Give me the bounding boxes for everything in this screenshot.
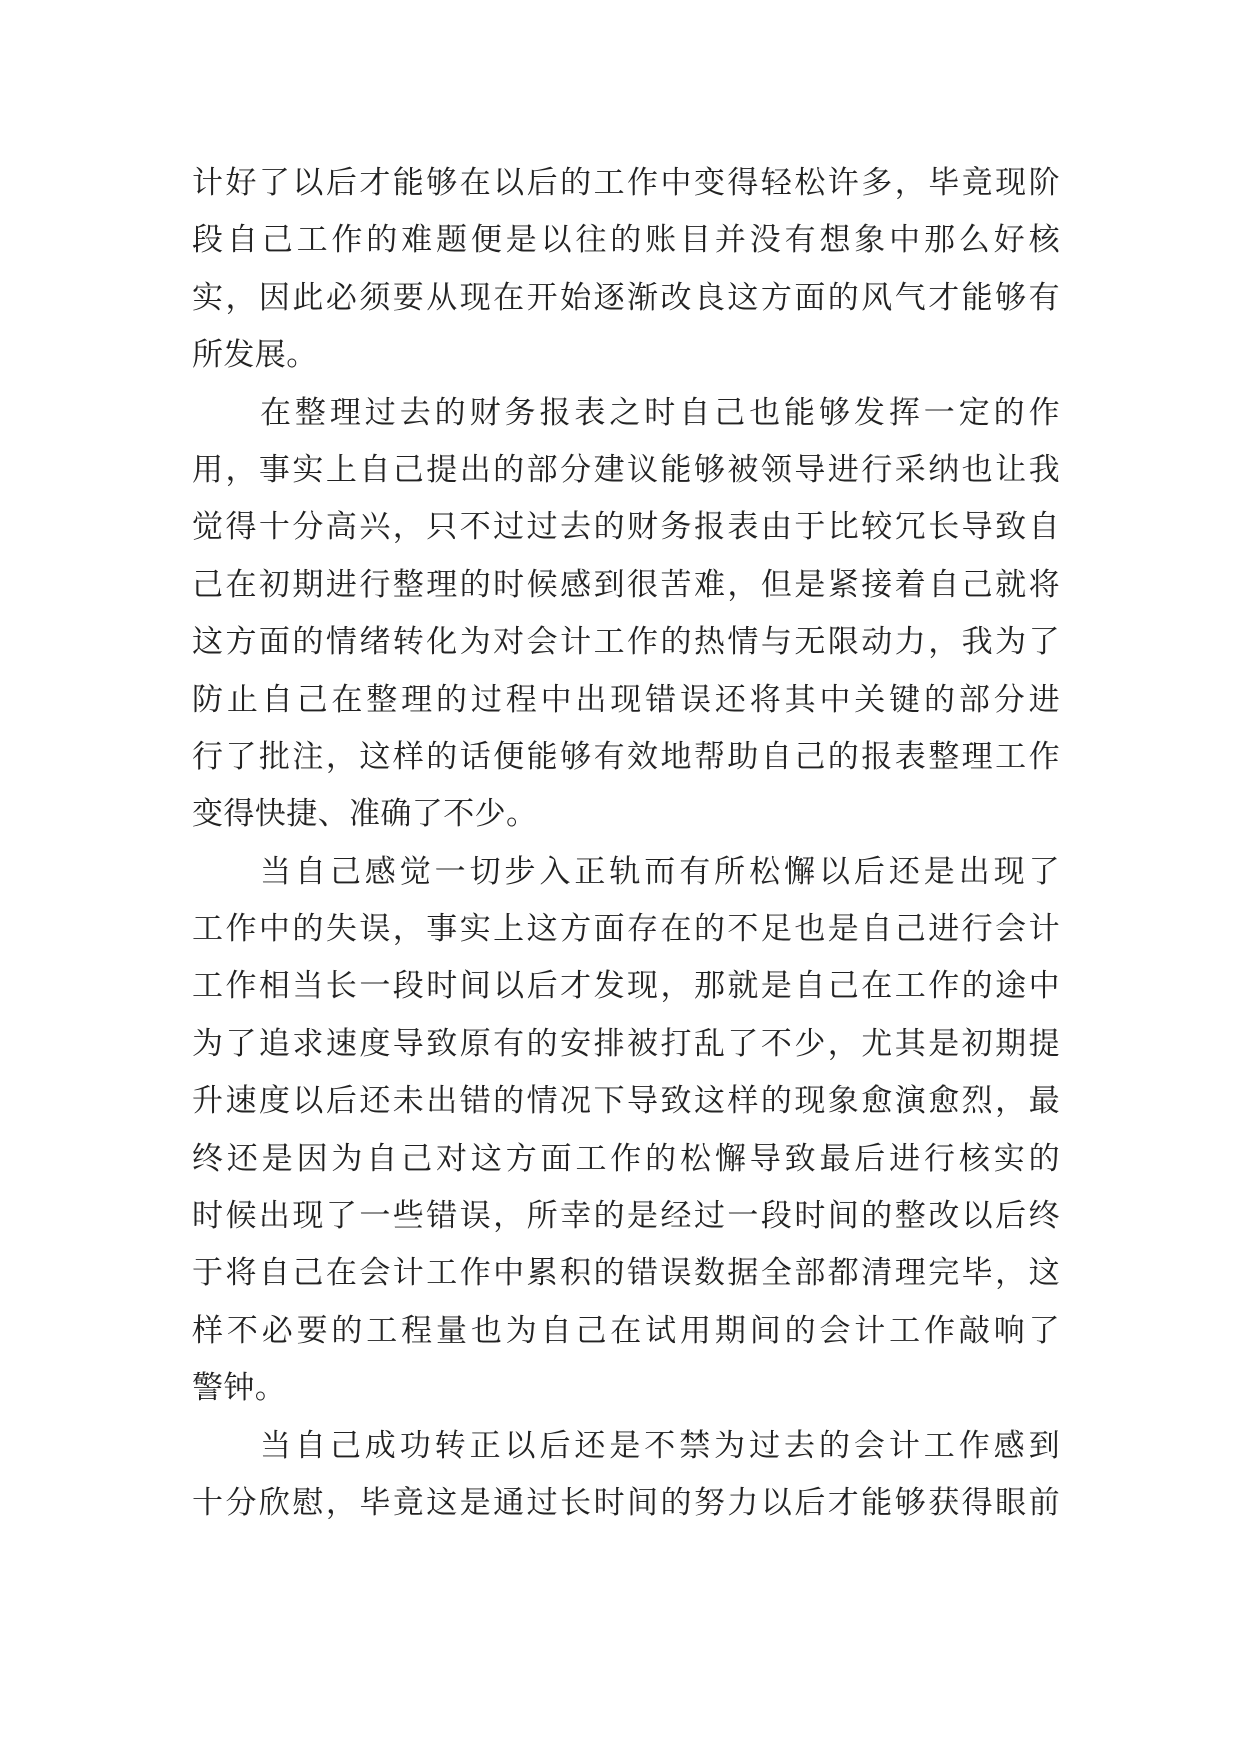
text-line: 警钟。: [192, 1370, 287, 1407]
text-line: 在整理过去的财务报表之时自己也能够发挥一定的作: [260, 394, 1060, 431]
text-line: 段自己工作的难题便是以往的账目并没有想象中那么好核: [192, 222, 1060, 259]
text-line: 终还是因为自己对这方面工作的松懈导致最后进行核实的: [192, 1140, 1060, 1177]
text-line: 计好了以后才能够在以后的工作中变得轻松许多，毕竟现阶: [192, 165, 1060, 201]
text-line: 这方面的情绪转化为对会计工作的热情与无限动力，我为了: [192, 624, 1060, 661]
text-line: 样不必要的工程量也为自己在试用期间的会计工作敲响了: [192, 1312, 1060, 1349]
text-line: 十分欣慰，毕竟这是通过长时间的努力以后才能够获得眼前: [192, 1484, 1060, 1521]
text-line: 工作相当长一段时间以后才发现，那就是自己在工作的途中: [192, 968, 1060, 1005]
text-line: 用，事实上自己提出的部分建议能够被领导进行采纳也让我: [192, 451, 1060, 488]
text-line: 己在初期进行整理的时候感到很苦难，但是紧接着自己就将: [192, 566, 1060, 603]
text-line: 为了追求速度导致原有的安排被打乱了不少，尤其是初期提: [192, 1025, 1060, 1062]
text-line: 所发展。: [192, 337, 318, 374]
text-line: 实，因此必须要从现在开始逐渐改良这方面的风气才能够有: [192, 279, 1060, 316]
text-line: 工作中的失误，事实上这方面存在的不足也是自己进行会计: [192, 911, 1060, 948]
text-line: 升速度以后还未出错的情况下导致这样的现象愈演愈烈，最: [192, 1083, 1060, 1120]
text-line: 当自己感觉一切步入正轨而有所松懈以后还是出现了: [260, 853, 1060, 890]
text-line: 防止自己在整理的过程中出现错误还将其中关键的部分进: [192, 681, 1060, 718]
text-line: 当自己成功转正以后还是不禁为过去的会计工作感到: [260, 1427, 1060, 1464]
text-line: 于将自己在会计工作中累积的错误数据全部都清理完毕，这: [192, 1255, 1060, 1292]
text-line: 时候出现了一些错误，所幸的是经过一段时间的整改以后终: [192, 1198, 1060, 1235]
text-line: 觉得十分高兴，只不过过去的财务报表由于比较冗长导致自: [192, 509, 1060, 546]
text-line: 变得快捷、准确了不少。: [192, 796, 538, 833]
body-text: [192, 155, 1060, 1532]
text-line: 行了批注，这样的话便能够有效地帮助自己的报表整理工作: [192, 738, 1060, 775]
